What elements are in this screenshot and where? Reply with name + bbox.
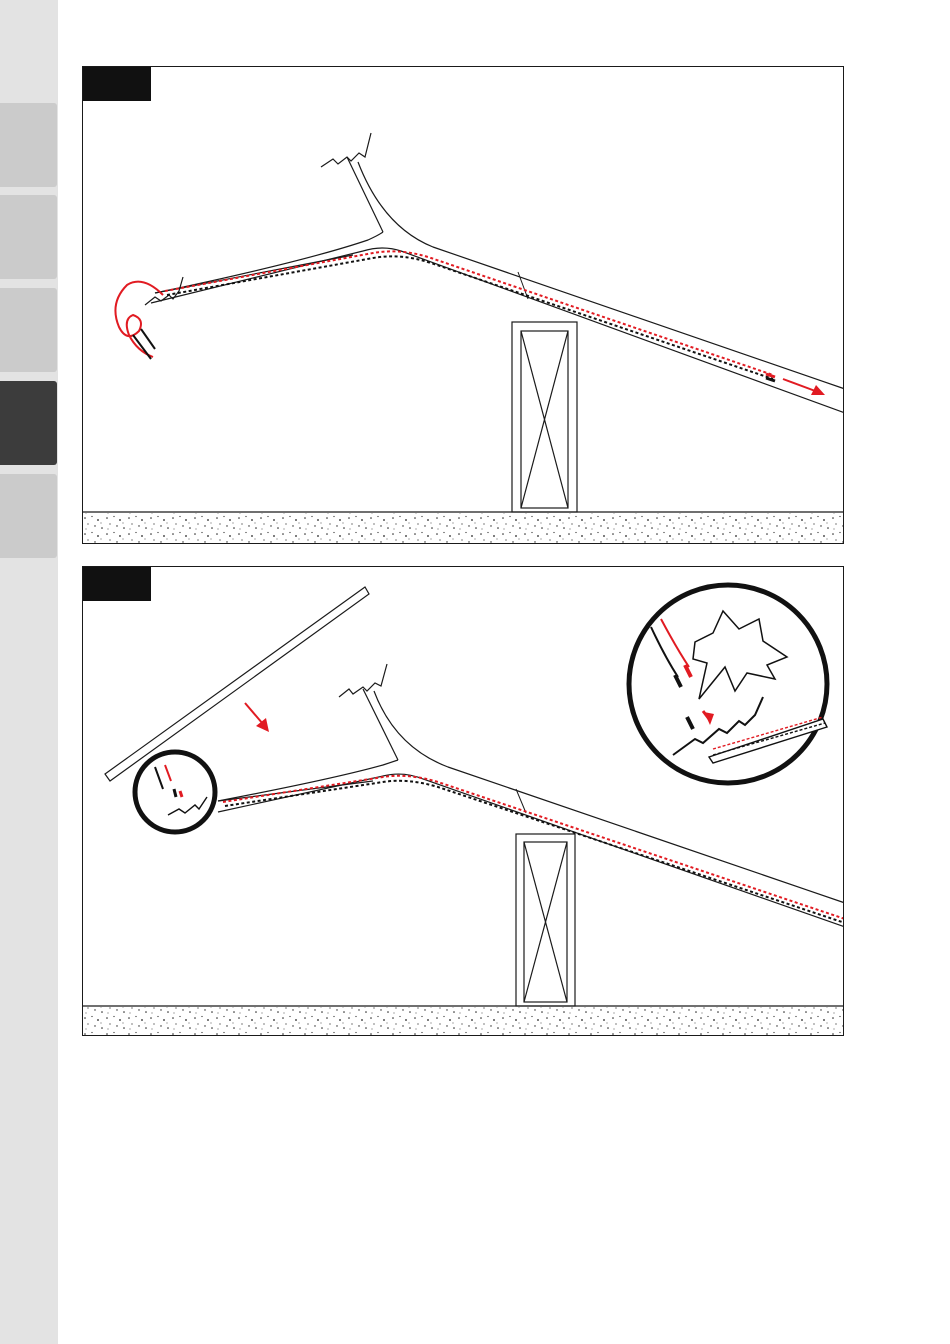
pull-direction-arrow-icon [766, 374, 825, 395]
insert-direction-arrow-icon [245, 703, 269, 732]
step-2-illustration [83, 567, 844, 1036]
side-navigation-strip [0, 0, 58, 1344]
cable-routing [223, 776, 844, 923]
ground-gravel [83, 1006, 844, 1036]
step-1-illustration [83, 67, 844, 544]
small-detail-magnifier [135, 752, 215, 832]
step-1-panel [82, 66, 844, 544]
section-tab-2[interactable] [0, 195, 57, 279]
section-tab-3[interactable] [0, 288, 57, 372]
step-2-panel [82, 566, 844, 1036]
section-tab-5[interactable] [0, 474, 57, 558]
window-frame-icon [512, 322, 577, 512]
section-tab-4-active[interactable] [0, 381, 57, 465]
ground-gravel [83, 512, 844, 544]
large-detail-magnifier [629, 585, 827, 783]
trim-board-icon [105, 587, 369, 781]
ridge-pipe-icon [145, 133, 844, 413]
window-frame-icon [516, 834, 575, 1006]
section-tab-1[interactable] [0, 103, 57, 187]
